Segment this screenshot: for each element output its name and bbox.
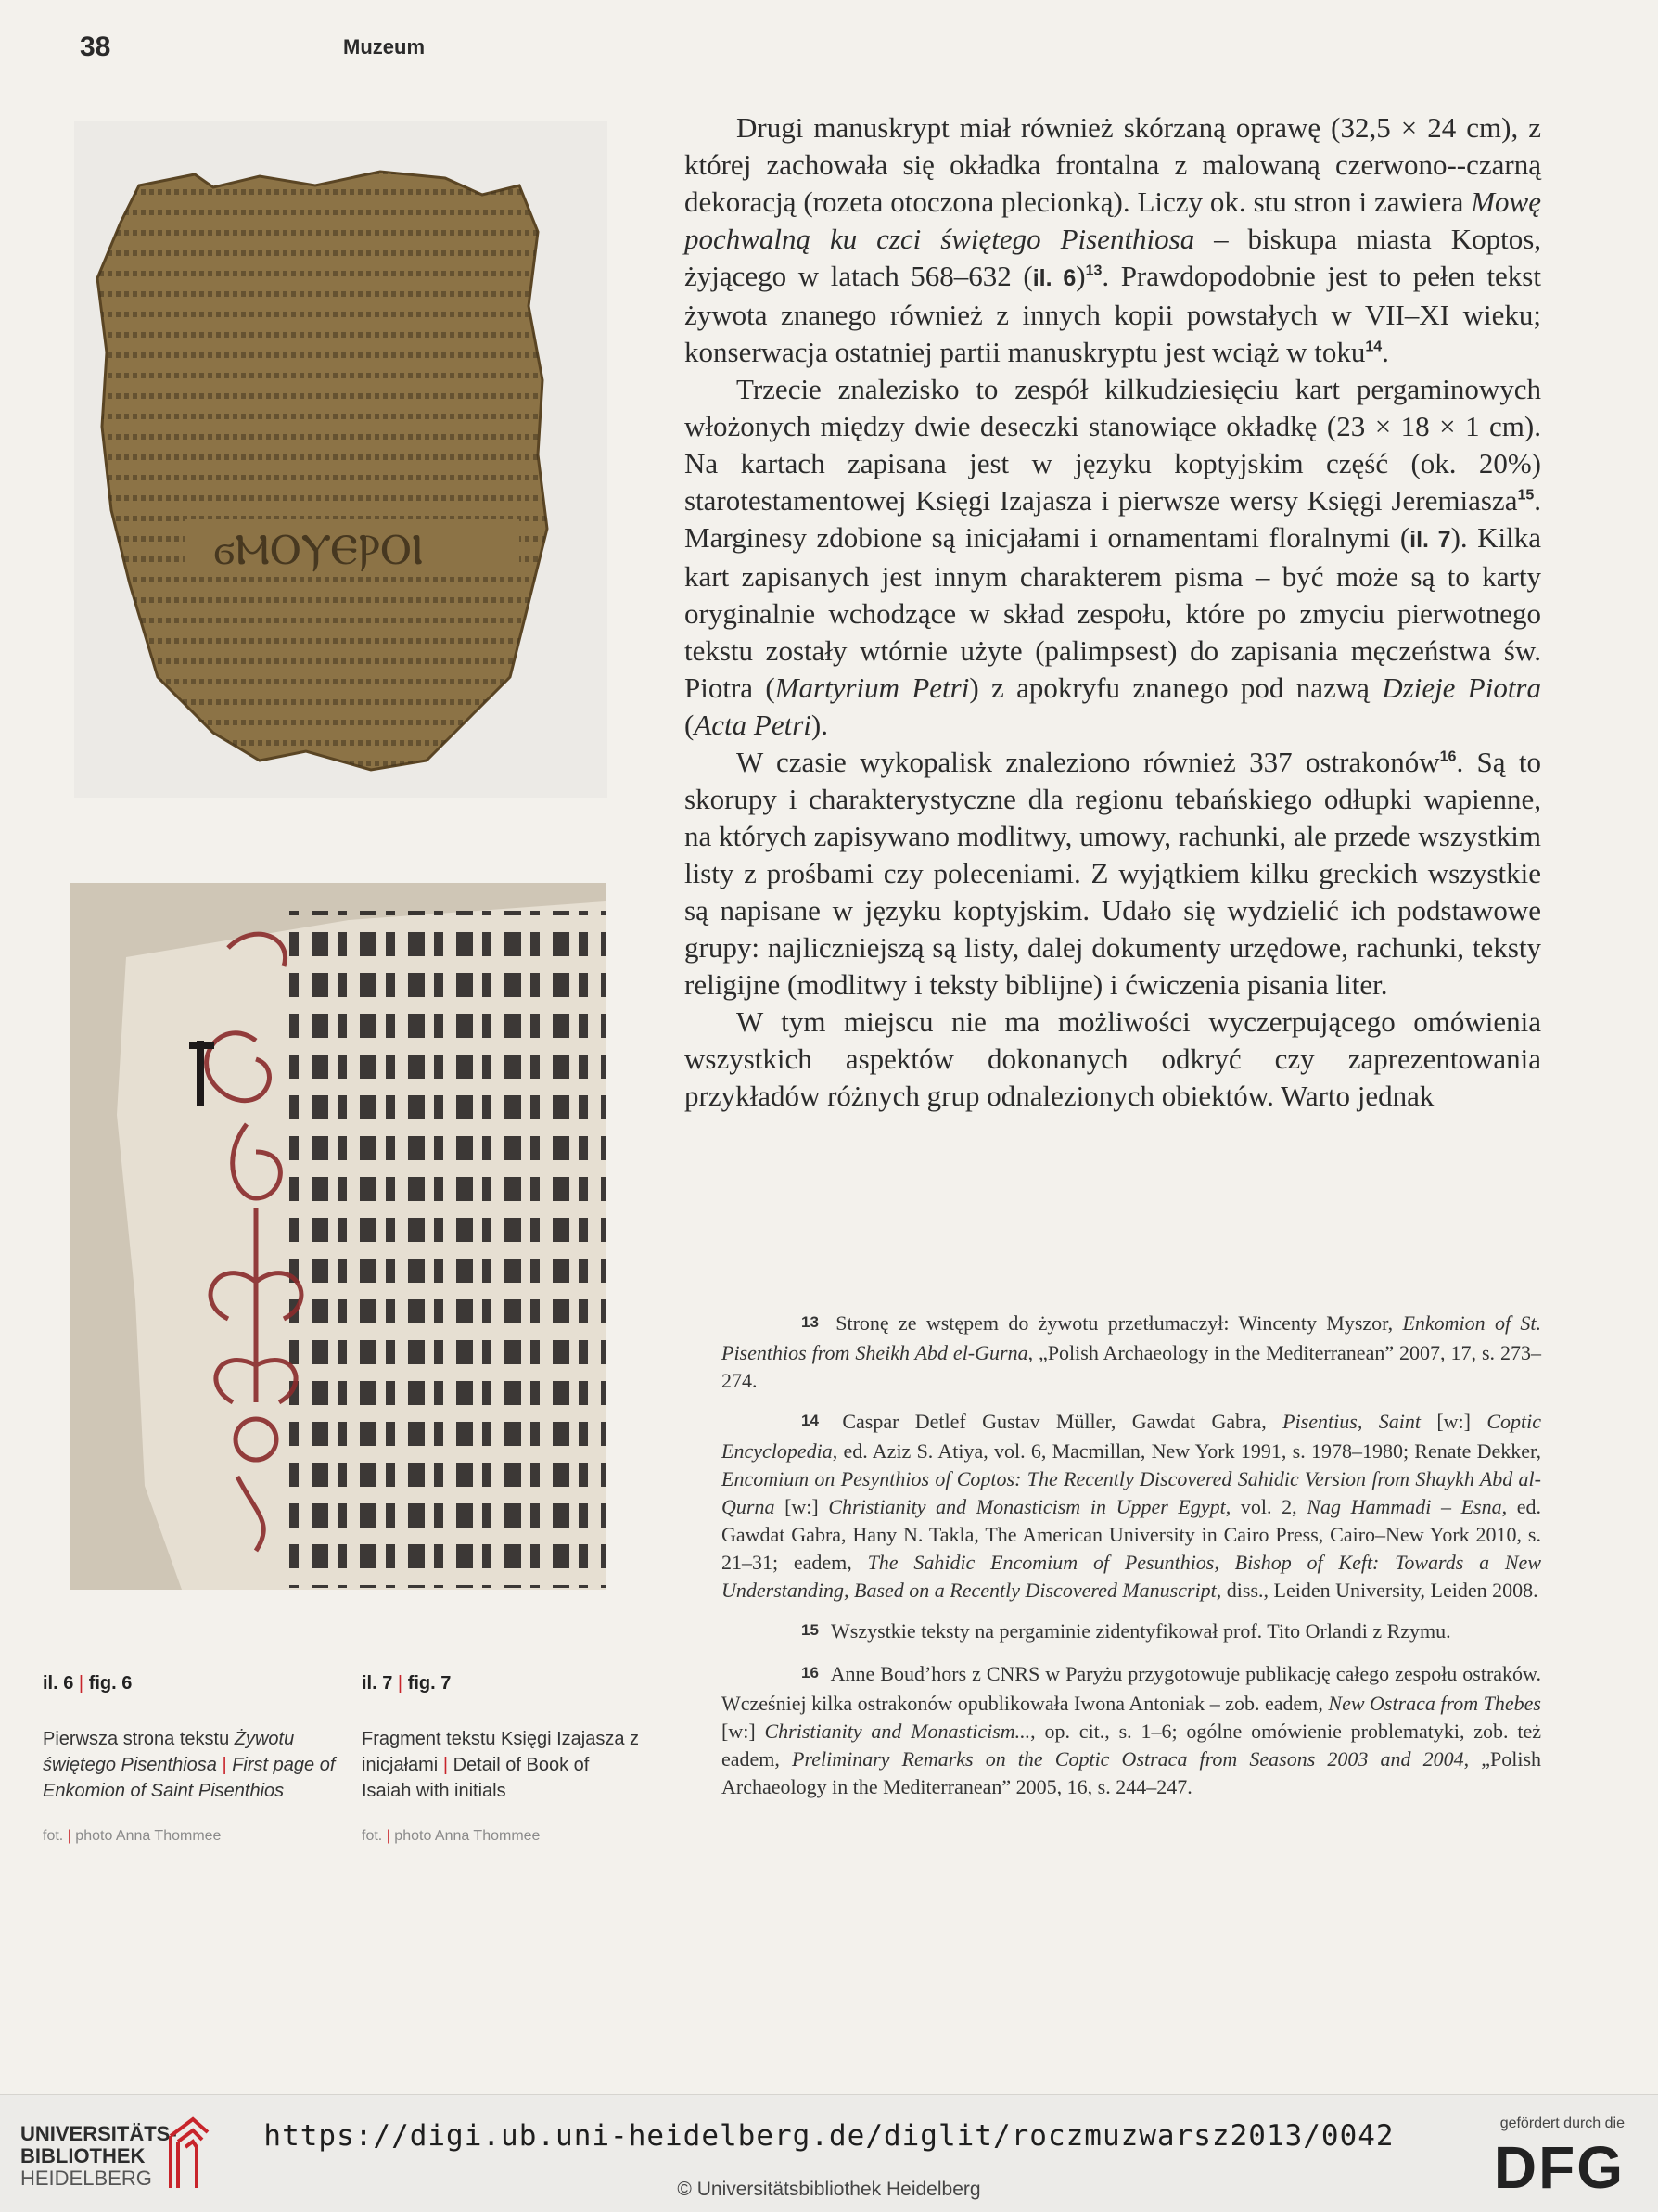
text-run: . Marginesy zdobione są inicjałami i ornamentami floralnymi ( [684,484,1541,554]
text-en: First page of Enkomion of Saint Pisenthios [43,1755,336,1801]
text-run: [w:] [721,1720,765,1743]
copyright-notice: © Universitätsbibliothek Heidelberg [677,2179,981,2200]
italic-title: Christianity and Monasticism... [764,1720,1031,1743]
italic-title: Preliminary Remarks on the Coptic Ostraca from Seasons 2003 and 2004 [792,1747,1464,1771]
credit-en: photo Anna Thommee [75,1828,222,1844]
separator: | [386,1828,390,1844]
separator: | [442,1755,449,1775]
italic-title: Christianity and Monasticism in Upper Egypt [828,1495,1226,1518]
footnote-marker[interactable]: 13 [1085,262,1103,279]
text-run: , vol. 2, [1225,1495,1307,1518]
papyrus-inscription: ϭⲘⲞⲨⲈⲢⲞⲒ [213,524,424,574]
caption-fig-7 [362,1673,640,1845]
italic-title: The Sahidic Encomium of Pesunthios, Bishop of Keft: Towards a New Understanding, Based on a Recently Discovered Manuscript [721,1551,1541,1602]
figure-reference[interactable]: il. 7 [1409,527,1451,553]
viewer-footer [0,2094,1658,2212]
credit-en: photo Anna Thommee [394,1828,541,1844]
footnote-13 [721,1310,1541,1395]
text-pl-italic: Żywotu świętego Pisenthiosa [43,1729,295,1775]
text-run: Anne Boud’hors z CNRS w Paryżu przygotowuje publikację całego zespołu ostraków. Wcześniej kilka ostrakonów opublikowała Iwona Antoniak – zob. eadem, [721,1662,1541,1715]
footnote-marker[interactable]: 15 [1517,487,1535,504]
text-run: Stronę ze wstępem do żywotu przetłumaczył: Wincenty Myszor, [835,1311,1403,1335]
italic-title: Dzieje Piotra [1382,671,1541,704]
library-name-line: HEIDELBERG [20,2167,152,2190]
source-url-link[interactable]: https://digi.ub.uni-heidelberg.de/diglit/roczmuzwarsz2013/0042 [263,2119,1395,2153]
footnote-number: 16 [801,1664,819,1681]
text-run: [w:] [1420,1410,1487,1433]
text-run: ). Kilka kart zapisanych jest innym charakterem pisma – być może są to karty oryginalnie wchodzące w skład zespołu, które po zmyciu pierwotnego tekstu zostały wtórnie użyte (palimpsest) do zapisania męczeństwa św. Piotra ( [684,521,1542,704]
text-run: . Prawdopodobnie jest to pełen tekst żywota znanego również z innych kopii powstałych w VII–XI wieku; konserwacja ostatniej partii manuskryptu jest wciąż w toku [684,260,1541,368]
photo-credit [362,1828,640,1845]
dfg-logo[interactable]: DFG [1493,2134,1625,2201]
paragraph-2 [684,371,1541,744]
caption-text [43,1726,339,1804]
text-run: , diss., Leiden University, Leiden 2008. [1216,1579,1538,1602]
text-pl: Pierwsza strona tekstu [43,1729,235,1749]
italic-title: Encomium on Pesynthios of Coptos: The Recently Discovered Sahidic Version from Shaykh Abd al-Qurna [721,1467,1541,1518]
library-name-line: UNIVERSITÄTS- [20,2122,177,2145]
separator: | [397,1673,403,1694]
footnote-number: 15 [801,1621,819,1639]
main-text [684,109,1541,1115]
text-run: Trzecie znalezisko to zespół kilkudziesięciu kart pergaminowych włożonych między dwie deseczki stanowiące okładkę (23 × 18 × 1 cm). Na kartach zapisana jest w języku koptyjskim część (ok. 20%) starotestamentowej Księgi Izajasza i pierwsze wersy Księgi Jeremiasza [684,373,1541,517]
label-pl: il. 6 [43,1673,74,1694]
text-run: ). [810,709,828,741]
footnotes [721,1310,1541,1814]
text-run: Caspar Detlef Gustav Müller, Gawdat Gabra, [842,1410,1283,1433]
italic-title: Pisentius, Saint [1282,1410,1421,1433]
footnote-16 [721,1660,1541,1801]
text-en: Detail of Book of Isaiah with initials [362,1755,590,1801]
paragraph-4 [684,1004,1541,1115]
footnote-number: 14 [801,1412,819,1429]
paragraph-3 [684,744,1541,1004]
text-run: Drugi manuskrypt miał również skórzaną oprawę (32,5 × 24 cm), z której zachowała się okładka frontalna z malowaną czerwono--czarną dekoracją (rozeta otoczona plecionką). Liczy ok. stu stron i zawiera [684,111,1541,218]
text-run: , op. cit., s. 1–6; ogólne omówienie problematyki, zob. też eadem, [721,1720,1542,1771]
text-run: , ed. Gawdat Gabra, Hany N. Takla, The American University in Cairo Press, Cairo–New York 2010, s. 21–31; eadem, [721,1495,1542,1574]
separator: | [67,1828,71,1844]
italic-title: Enkomion of St. Pisenthios from Sheikh Abd el-Gurna [721,1311,1541,1364]
text-run: , „Polish Archaeology in the Mediterranean” 2005, 16, s. 244–247. [721,1747,1541,1798]
figure-reference[interactable]: il. 6 [1032,265,1077,291]
caption-label [362,1673,640,1694]
italic-title: New Ostraca from Thebes [1328,1692,1541,1715]
caption-text [362,1726,640,1804]
italic-title: Martyrium Petri [774,671,970,704]
italic-title: Nag Hammadi – Esna [1307,1495,1502,1518]
footnote-marker[interactable]: 16 [1439,748,1457,765]
page-number: 38 [80,32,111,62]
text-run: , „Polish Archaeology in the Mediterranean” 2007, 17, s. 273–274. [721,1341,1541,1392]
caption-label [43,1673,339,1694]
italic-title: Coptic Encyclopedia [721,1410,1542,1463]
label-en: fig. 7 [407,1673,452,1694]
library-name-line: BIBLIOTHEK [20,2144,146,2167]
text-run: W czasie wykopalisk znaleziono również 337 ostrakonów [736,746,1440,778]
footnote-number: 13 [801,1313,819,1331]
footnote-marker[interactable]: 14 [1365,339,1383,355]
footnote-15 [721,1617,1541,1647]
photo-credit [43,1828,339,1845]
text-run: . Są to skorupy i charakterystyczne dla regionu tebańskiego odłupki wapienne, na których zapisywano modlitwy, umowy, rachunki, ale przede wszystkim listy z prośbami czy poleceniami. Z wyjątkiem kilku greckich wszystkie są napisane w języku koptyjskim. Udało się wydzielić ich podstawowe grupy: najliczniejszą są listy, dalej dokumenty urzędowe, rachunki, teksty religijne (modlitwy i teksty biblijne) i ćwiczenia pisania liter. [684,746,1541,1001]
credit-pl: fot. [362,1828,383,1844]
text-run: ) [1076,260,1086,292]
text-run: ) z apokryfu znanego pod nazwą [969,671,1383,704]
label-pl: il. 7 [362,1673,393,1694]
italic-title: Acta Petri [694,709,811,741]
text-pl: Fragment tekstu Księgi Izajasza z inicjałami [362,1729,640,1775]
running-head: Muzeum [343,35,425,58]
paragraph-1 [684,109,1541,371]
label-en: fig. 6 [88,1673,133,1694]
text-run: ( [684,709,695,741]
text-run: [w:] [774,1495,829,1518]
funding-note: gefördert durch die [1499,2116,1625,2131]
credit-pl: fot. [43,1828,64,1844]
separator: | [78,1673,84,1694]
text-run: , ed. Aziz S. Atiya, vol. 6, Macmillan, New York 1991, s. 1978–1980; Renate Dekker, [832,1439,1541,1463]
text-run: W tym miejscu nie ma możliwości wyczerpującego omówienia wszystkich aspektów dokonanych odkryć czy zaprezentowania przykładów różnych grup odnalezionych obiektów. Warto jednak [684,1005,1541,1112]
separator: | [222,1755,227,1775]
papyrus-page-photo [74,121,607,798]
parchment-page-photo [70,883,606,1590]
footnote-14 [721,1408,1541,1605]
text-run: . [1382,336,1389,368]
text-run: Wszystkie teksty na pergaminie zidentyfikował prof. Tito Orlandi z Rzymu. [831,1619,1451,1643]
text-run: – biskupa miasta Koptos, żyjącego w latach 568–632 ( [684,223,1542,292]
italic-title: Mowę pochwalną ku czci świętego Pisenthiosa [684,185,1541,255]
caption-fig-6 [43,1673,339,1845]
